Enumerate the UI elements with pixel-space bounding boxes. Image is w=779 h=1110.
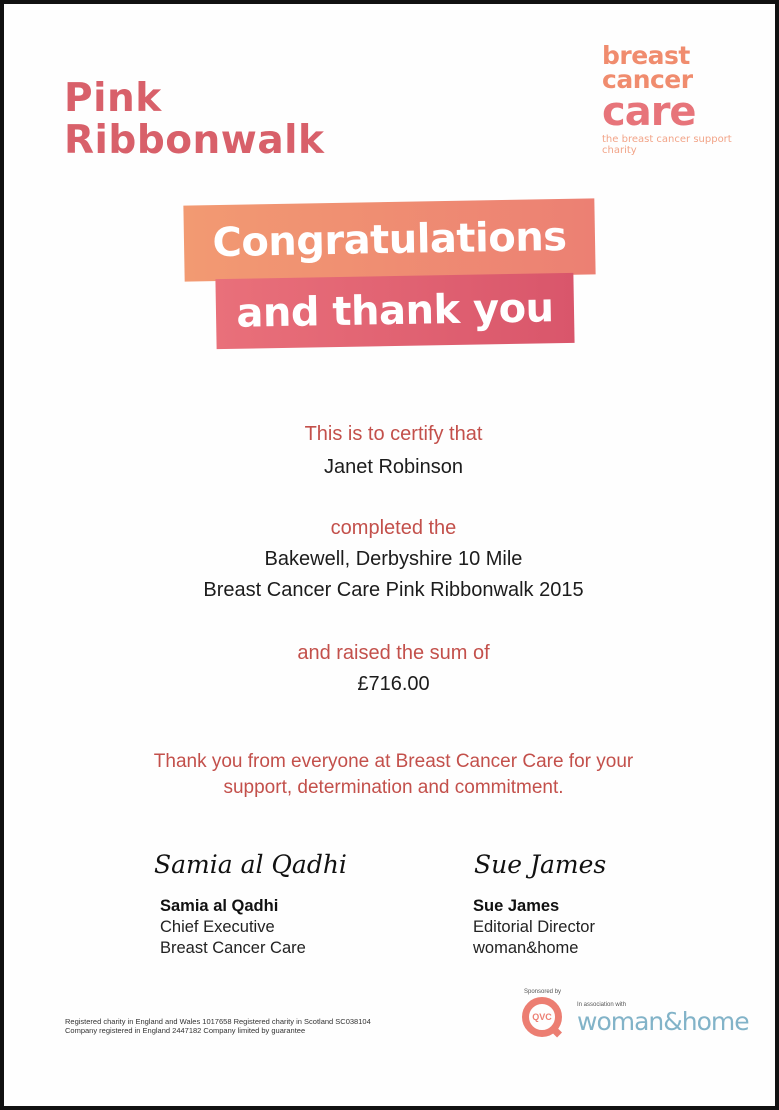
registration-line-1: Registered charity in England and Wales 1017658 Registered charity in Scotland SC038104 bbox=[65, 1017, 371, 1026]
logo-line-pink: Pink bbox=[64, 76, 162, 121]
signatory-org: woman&home bbox=[473, 939, 579, 957]
signatory-org: Breast Cancer Care bbox=[160, 939, 306, 957]
pink-ribbonwalk-logo bbox=[64, 78, 324, 162]
registration-line-2: Company registered in England 2447182 Company limited by guarantee bbox=[65, 1026, 306, 1035]
signature-sue: Sue James bbox=[474, 850, 607, 879]
logo-line-ribbonwalk: Ribbonwalk bbox=[64, 118, 325, 163]
completed-label: completed the bbox=[330, 517, 457, 539]
signatory-role: Chief Executive bbox=[160, 918, 275, 936]
congratulations-banner bbox=[183, 198, 595, 281]
certify-label: This is to certify that bbox=[304, 423, 483, 445]
qvc-text: QVC bbox=[532, 1012, 552, 1022]
registration-note bbox=[65, 1017, 371, 1035]
event-line-1: Bakewell, Derbyshire 10 Mile bbox=[264, 548, 523, 570]
breast-cancer-care-logo bbox=[602, 41, 732, 156]
signatory-sue bbox=[473, 896, 595, 959]
qvc-sponsor-logo bbox=[522, 989, 562, 1037]
raised-label: and raised the sum of bbox=[297, 642, 490, 664]
qvc-q-icon bbox=[522, 997, 562, 1037]
recipient-name: Janet Robinson bbox=[324, 456, 463, 478]
logo-word-cancer: cancer bbox=[602, 65, 693, 94]
logo-word-care: care bbox=[602, 89, 696, 135]
signatory-samia bbox=[160, 896, 306, 959]
sponsored-by-label: Sponsored by bbox=[524, 989, 562, 995]
banner-line-2: and thank you bbox=[236, 285, 554, 337]
thank-you-banner bbox=[215, 273, 574, 349]
thanks-line-1: Thank you from everyone at Breast Cancer Care for your bbox=[153, 751, 634, 772]
signatory-name: Sue James bbox=[473, 897, 560, 915]
signature-samia: Samia al Qadhi bbox=[154, 850, 347, 879]
banner-line-1: Congratulations bbox=[212, 213, 567, 267]
woman-and-home-logo bbox=[577, 1002, 749, 1036]
signatory-name: Samia al Qadhi bbox=[160, 897, 279, 915]
event-line-2: Breast Cancer Care Pink Ribbonwalk 2015 bbox=[203, 579, 584, 601]
woman-and-home-brand: woman&home bbox=[577, 1007, 749, 1036]
logo-tagline: the breast cancer support charity bbox=[602, 134, 732, 156]
thanks-line-2: support, determination and commitment. bbox=[223, 777, 564, 798]
logo-word-breast: breast bbox=[602, 41, 690, 70]
association-label: In association with bbox=[577, 1002, 627, 1008]
signatory-role: Editorial Director bbox=[473, 918, 595, 936]
amount-raised: £716.00 bbox=[357, 673, 430, 695]
